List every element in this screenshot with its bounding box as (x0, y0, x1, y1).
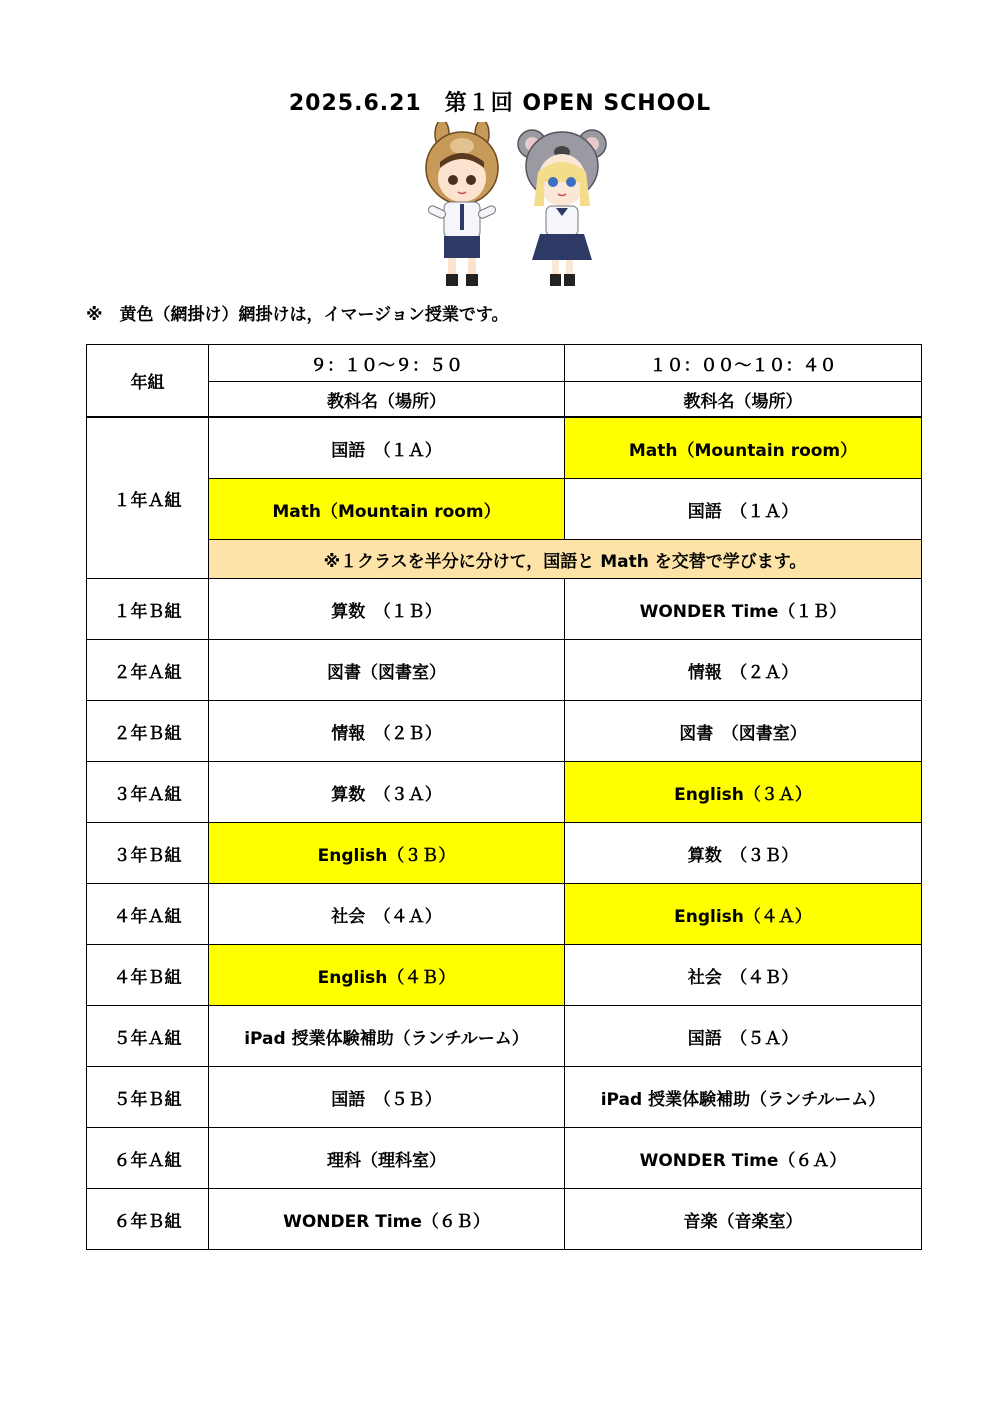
period2-cell: WONDER Time（１Ｂ） (565, 579, 922, 640)
table-row (87, 823, 922, 884)
split-note-row (87, 540, 922, 579)
table-row (87, 762, 922, 823)
period1-cell: 社会 （４Ａ） (209, 884, 565, 945)
table-row (87, 1067, 922, 1128)
period1-cell: 図書（図書室） (209, 640, 565, 701)
class-label: ６年Ｂ組 (87, 1189, 209, 1250)
split-class-note: ※１クラスを半分に分けて，国語と Math を交替で学びます。 (209, 540, 922, 579)
kangaroo-hood-child-icon (426, 122, 498, 286)
koala-hood-child-icon (518, 130, 606, 286)
mascot-illustration (420, 122, 610, 294)
period1-cell: 情報 （２Ｂ） (209, 701, 565, 762)
table-row (87, 701, 922, 762)
period2-cell: 国語 （５Ａ） (565, 1006, 922, 1067)
table-row (87, 1189, 922, 1250)
class-label: ３年Ａ組 (87, 762, 209, 823)
period2-time-header: １０：００～１０：４０ (565, 345, 922, 382)
period1-cell: 国語 （５Ｂ） (209, 1067, 565, 1128)
table-row (87, 1006, 922, 1067)
class-label: ４年Ｂ組 (87, 945, 209, 1006)
period1-cell: 理科（理科室） (209, 1128, 565, 1189)
period1-cell: 算数 （３Ａ） (209, 762, 565, 823)
period2-subject-header: 教科名（場所） (565, 382, 922, 418)
table-row (87, 640, 922, 701)
period1-cell-immersion: English（４Ｂ） (209, 945, 565, 1006)
period1-time-header: ９：１０～９：５０ (209, 345, 565, 382)
class-label: ４年Ａ組 (87, 884, 209, 945)
table-row (87, 884, 922, 945)
period2-cell-immersion: English（３Ａ） (565, 762, 922, 823)
page-title: 2025.6.21 第１回 OPEN SCHOOL (288, 91, 712, 116)
header-row-subject (87, 382, 922, 418)
period2-cell: WONDER Time（６Ａ） (565, 1128, 922, 1189)
period2-cell-immersion: English（４Ａ） (565, 884, 922, 945)
class-label: ５年Ａ組 (87, 1006, 209, 1067)
period2-cell: iPad 授業体験補助（ランチルーム） (565, 1067, 922, 1128)
period1-cell-immersion: Math（Mountain room） (209, 479, 565, 540)
class-label: ６年Ａ組 (87, 1128, 209, 1189)
table-row (87, 417, 922, 479)
class-label: ５年Ｂ組 (87, 1067, 209, 1128)
table-row (87, 579, 922, 640)
period2-cell-immersion: Math（Mountain room） (565, 417, 922, 479)
period1-cell: WONDER Time（６Ｂ） (209, 1189, 565, 1250)
period2-cell: 音楽（音楽室） (565, 1189, 922, 1250)
class-label: １年Ａ組 (87, 417, 209, 579)
period2-cell: 社会 （４Ｂ） (565, 945, 922, 1006)
immersion-note: ※ 黄色（網掛け）網掛けは，イマージョン授業です。 (86, 305, 509, 325)
class-label: ２年Ａ組 (87, 640, 209, 701)
period2-cell: 算数 （３Ｂ） (565, 823, 922, 884)
schedule-table (86, 344, 922, 1250)
period1-cell: 国語 （１Ａ） (209, 417, 565, 479)
class-label: ２年Ｂ組 (87, 701, 209, 762)
table-row (87, 479, 922, 540)
period2-cell: 情報 （２Ａ） (565, 640, 922, 701)
period2-cell: 国語 （１Ａ） (565, 479, 922, 540)
class-label: ３年Ｂ組 (87, 823, 209, 884)
period1-cell: 算数 （１Ｂ） (209, 579, 565, 640)
period1-cell-immersion: English（３Ｂ） (209, 823, 565, 884)
class-label: １年Ｂ組 (87, 579, 209, 640)
class-column-header: 年組 (87, 345, 209, 418)
period1-subject-header: 教科名（場所） (209, 382, 565, 418)
table-row (87, 945, 922, 1006)
period1-cell: iPad 授業体験補助（ランチルーム） (209, 1006, 565, 1067)
table-row (87, 1128, 922, 1189)
period2-cell: 図書 （図書室） (565, 701, 922, 762)
header-row-time (87, 345, 922, 382)
